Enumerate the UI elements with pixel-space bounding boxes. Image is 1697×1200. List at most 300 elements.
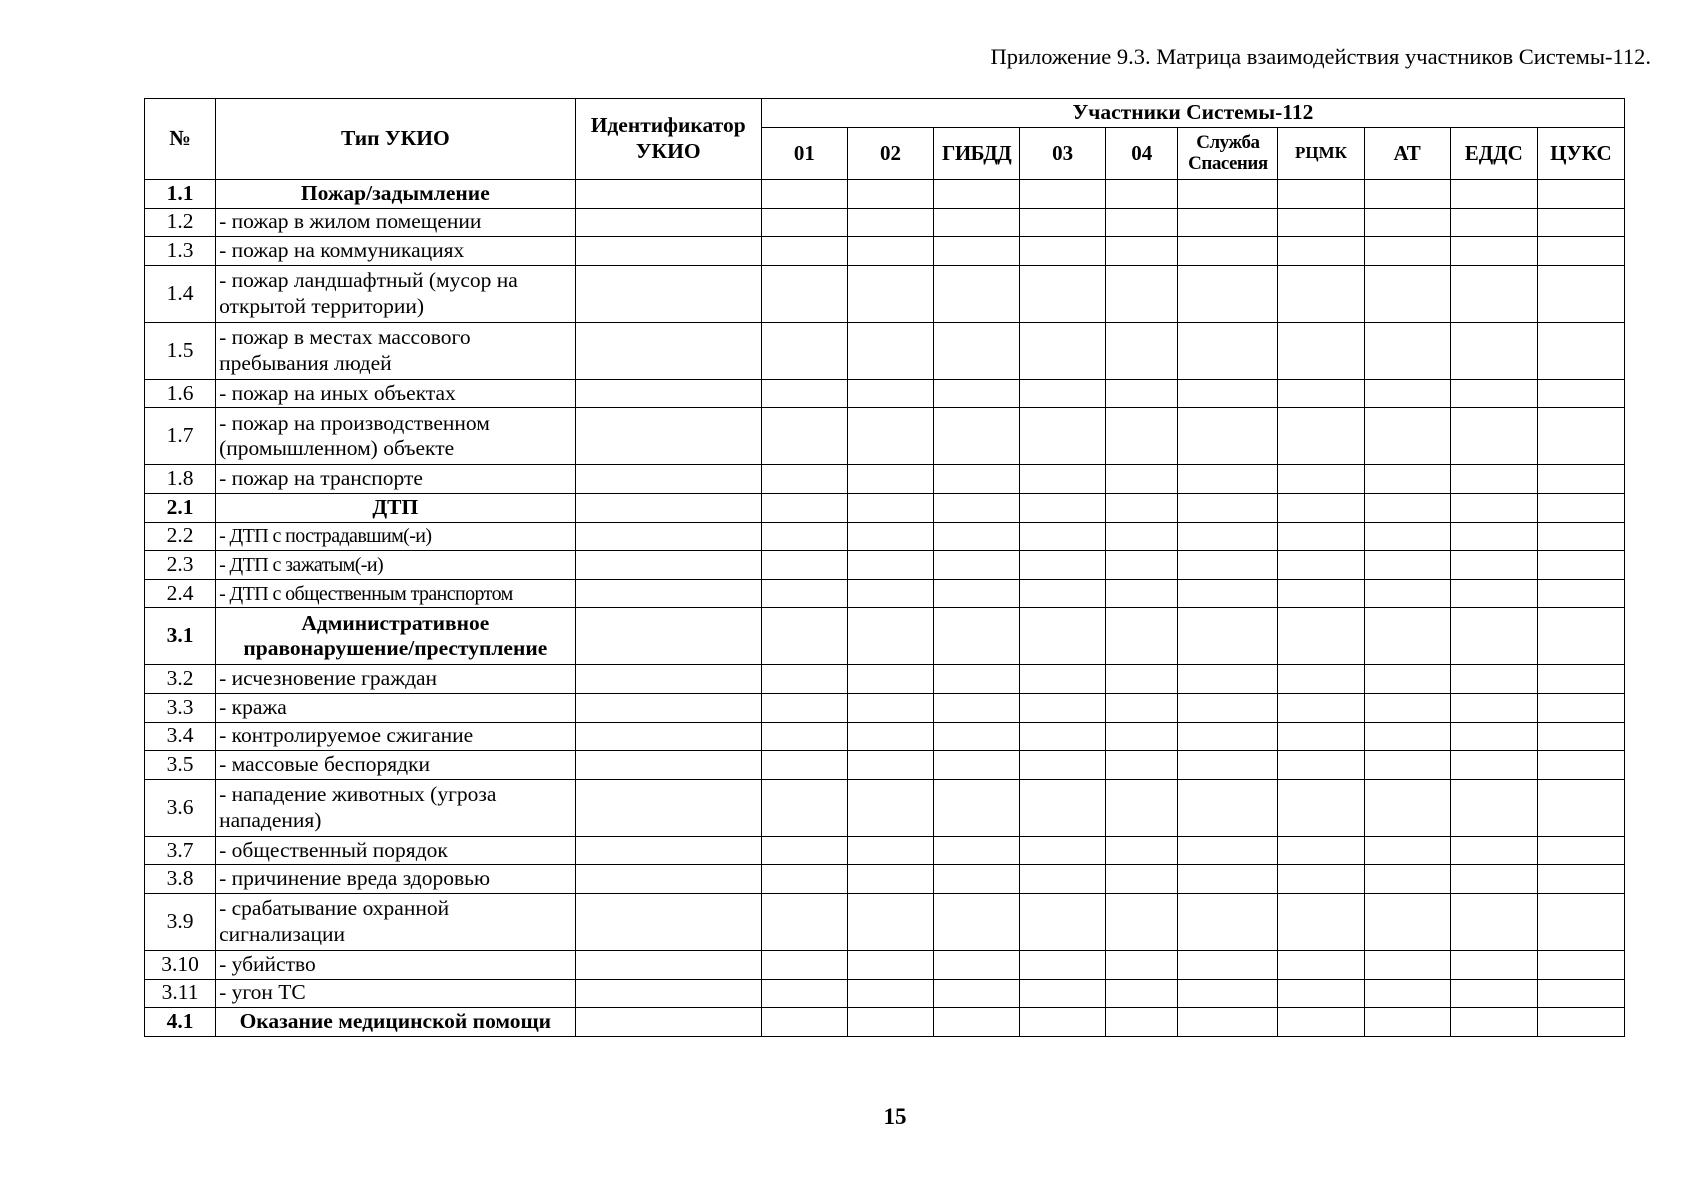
identifier-cell[interactable] (575, 322, 761, 379)
participant-cell[interactable] (1278, 693, 1364, 722)
participant-cell[interactable] (1278, 265, 1364, 322)
participant-cell[interactable] (1106, 465, 1178, 494)
participant-cell[interactable] (1364, 893, 1450, 950)
participant-cell[interactable] (1364, 551, 1450, 580)
participant-cell[interactable] (1450, 836, 1537, 865)
participant-cell[interactable] (1450, 180, 1537, 209)
participant-cell[interactable] (1450, 979, 1537, 1008)
identifier-cell[interactable] (575, 522, 761, 551)
participant-cell[interactable] (1278, 408, 1364, 465)
participant-cell[interactable] (847, 579, 933, 608)
participant-cell[interactable] (1106, 693, 1178, 722)
participant-cell[interactable] (1278, 579, 1364, 608)
participant-cell[interactable] (847, 1008, 933, 1037)
participant-cell[interactable] (1178, 322, 1278, 379)
participant-cell[interactable] (1450, 722, 1537, 751)
identifier-cell[interactable] (575, 865, 761, 894)
participant-cell[interactable] (934, 950, 1020, 979)
participant-cell[interactable] (1178, 779, 1278, 836)
page-number: 15 (883, 1104, 907, 1129)
participant-cell[interactable] (934, 322, 1020, 379)
participant-cell[interactable] (847, 665, 933, 694)
participant-cell[interactable] (1450, 265, 1537, 322)
participant-cell[interactable] (1020, 979, 1106, 1008)
participant-cell[interactable] (1537, 608, 1624, 665)
participant-cell[interactable] (1106, 836, 1178, 865)
participant-cell[interactable] (761, 608, 847, 665)
participant-cell[interactable] (1537, 579, 1624, 608)
participant-cell[interactable] (1106, 1008, 1178, 1037)
participant-cell[interactable] (1278, 522, 1364, 551)
participant-cell[interactable] (934, 579, 1020, 608)
table-row (145, 893, 1625, 950)
identifier-cell[interactable] (575, 693, 761, 722)
participant-cell[interactable] (934, 779, 1020, 836)
participant-cell[interactable] (1278, 379, 1364, 408)
participant-cell[interactable] (1178, 465, 1278, 494)
header-type: Тип УКИО (216, 99, 575, 180)
participant-cell[interactable] (1450, 893, 1537, 950)
matrix-body (145, 180, 1625, 1037)
incident-type: - срабатывание охранной сигнализации (216, 893, 575, 950)
participant-cell[interactable] (1020, 208, 1106, 237)
incident-type: - ДТП с пострадавшим(-и) (216, 522, 575, 551)
participant-cell[interactable] (1450, 865, 1537, 894)
row-number: 1.1 (145, 180, 216, 209)
identifier-cell[interactable] (575, 180, 761, 209)
identifier-cell[interactable] (575, 608, 761, 665)
participant-cell[interactable] (1178, 893, 1278, 950)
participant-cell[interactable] (847, 493, 933, 522)
participant-cell[interactable] (1537, 693, 1624, 722)
participant-cell[interactable] (1537, 751, 1624, 780)
participant-cell[interactable] (761, 208, 847, 237)
participant-cell[interactable] (761, 722, 847, 751)
participant-cell[interactable] (761, 237, 847, 266)
participant-cell[interactable] (847, 237, 933, 266)
participant-cell[interactable] (847, 722, 933, 751)
participant-cell[interactable] (761, 979, 847, 1008)
participant-cell[interactable] (1106, 950, 1178, 979)
participant-cell[interactable] (1278, 322, 1364, 379)
incident-type: - пожар в жилом помещении (216, 208, 575, 237)
participant-cell[interactable] (934, 865, 1020, 894)
table-row (145, 836, 1625, 865)
participant-cell[interactable] (761, 1008, 847, 1037)
participant-cell[interactable] (1537, 493, 1624, 522)
participant-cell[interactable] (1364, 665, 1450, 694)
participant-cell[interactable] (1278, 779, 1364, 836)
participant-cell[interactable] (847, 608, 933, 665)
participant-cell[interactable] (1020, 608, 1106, 665)
participant-cell[interactable] (1364, 237, 1450, 266)
participant-cell[interactable] (1278, 865, 1364, 894)
participant-cell[interactable] (1106, 722, 1178, 751)
participant-cell[interactable] (934, 1008, 1020, 1037)
participant-cell[interactable] (934, 493, 1020, 522)
participant-cell[interactable] (1364, 779, 1450, 836)
participant-cell[interactable] (847, 208, 933, 237)
participant-cell[interactable] (761, 751, 847, 780)
identifier-cell[interactable] (575, 751, 761, 780)
participant-cell[interactable] (1106, 265, 1178, 322)
participant-cell[interactable] (934, 836, 1020, 865)
participant-cell[interactable] (934, 722, 1020, 751)
participant-cell[interactable] (847, 950, 933, 979)
participant-cell[interactable] (1364, 751, 1450, 780)
participant-cell[interactable] (847, 865, 933, 894)
participant-04: 04 (1106, 128, 1178, 180)
participant-cell[interactable] (1278, 836, 1364, 865)
identifier-cell[interactable] (575, 722, 761, 751)
category-title: Административное правонарушение/преступление (216, 608, 575, 665)
participant-cell[interactable] (1364, 579, 1450, 608)
participant-cell[interactable] (1364, 950, 1450, 979)
participant-cell[interactable] (1020, 322, 1106, 379)
participant-cell[interactable] (1278, 950, 1364, 979)
incident-type: - пожар на иных объектах (216, 379, 575, 408)
page-caption: Приложение 9.3. Матрица взаимодействия участников Системы-112. (990, 44, 1651, 69)
participant-cell[interactable] (1278, 493, 1364, 522)
participant-cell[interactable] (847, 836, 933, 865)
table-row (145, 1008, 1625, 1037)
identifier-cell[interactable] (575, 1008, 761, 1037)
participant-cell[interactable] (1020, 665, 1106, 694)
participant-cell[interactable] (1364, 865, 1450, 894)
participant-cell[interactable] (1450, 408, 1537, 465)
row-number: 3.3 (145, 693, 216, 722)
participant-cell[interactable] (1020, 180, 1106, 209)
table-row (145, 322, 1625, 379)
participant-cell[interactable] (934, 522, 1020, 551)
participant-cell[interactable] (1537, 265, 1624, 322)
participant-cell[interactable] (761, 322, 847, 379)
participant-cell[interactable] (1537, 522, 1624, 551)
participant-cell[interactable] (1178, 408, 1278, 465)
participant-cell[interactable] (761, 265, 847, 322)
row-number: 4.1 (145, 1008, 216, 1037)
participant-cell[interactable] (1450, 665, 1537, 694)
participant-cell[interactable] (761, 579, 847, 608)
participant-cell[interactable] (847, 693, 933, 722)
participant-cell[interactable] (934, 208, 1020, 237)
participant-cell[interactable] (1450, 237, 1537, 266)
identifier-cell[interactable] (575, 893, 761, 950)
participant-cell[interactable] (1278, 551, 1364, 580)
participant-cell[interactable] (934, 979, 1020, 1008)
participant-cell[interactable] (847, 551, 933, 580)
participant-cell[interactable] (1364, 408, 1450, 465)
participant-cell[interactable] (1178, 979, 1278, 1008)
participant-cell[interactable] (934, 893, 1020, 950)
participant-cell[interactable] (1106, 865, 1178, 894)
participant-cell[interactable] (1020, 1008, 1106, 1037)
participant-cell[interactable] (761, 836, 847, 865)
participant-cell[interactable] (1020, 408, 1106, 465)
participant-cell[interactable] (1278, 893, 1364, 950)
participant-cell[interactable] (1537, 893, 1624, 950)
participant-cell[interactable] (1020, 751, 1106, 780)
participant-cell[interactable] (761, 779, 847, 836)
participant-cell[interactable] (1364, 608, 1450, 665)
participant-cell[interactable] (1450, 551, 1537, 580)
identifier-cell[interactable] (575, 579, 761, 608)
participant-cell[interactable] (1020, 379, 1106, 408)
participant-cell[interactable] (1178, 722, 1278, 751)
identifier-cell[interactable] (575, 265, 761, 322)
participant-edds: ЕДДС (1450, 128, 1537, 180)
participant-cell[interactable] (1537, 950, 1624, 979)
participant-cell[interactable] (934, 693, 1020, 722)
participant-cell[interactable] (934, 551, 1020, 580)
participant-cell[interactable] (1020, 893, 1106, 950)
identifier-cell[interactable] (575, 665, 761, 694)
participant-cell[interactable] (1450, 322, 1537, 379)
participant-cell[interactable] (761, 551, 847, 580)
participant-cell[interactable] (1178, 265, 1278, 322)
participant-cell[interactable] (1178, 180, 1278, 209)
row-number: 2.3 (145, 551, 216, 580)
participant-cell[interactable] (934, 665, 1020, 694)
participant-cell[interactable] (1364, 522, 1450, 551)
participant-cell[interactable] (1106, 322, 1178, 379)
participant-cell[interactable] (1178, 665, 1278, 694)
participant-cell[interactable] (1178, 865, 1278, 894)
participant-cell[interactable] (1537, 379, 1624, 408)
participant-cell[interactable] (1450, 608, 1537, 665)
participant-cell[interactable] (761, 865, 847, 894)
participant-cell[interactable] (1450, 950, 1537, 979)
participant-cell[interactable] (1020, 865, 1106, 894)
participant-cell[interactable] (1020, 265, 1106, 322)
participant-cell[interactable] (1278, 722, 1364, 751)
participant-cell[interactable] (1537, 551, 1624, 580)
participant-cell[interactable] (1364, 493, 1450, 522)
participant-cell[interactable] (1178, 237, 1278, 266)
participant-cell[interactable] (1364, 979, 1450, 1008)
participant-cell[interactable] (934, 608, 1020, 665)
participant-cell[interactable] (1364, 265, 1450, 322)
participant-cell[interactable] (1020, 522, 1106, 551)
participant-cell[interactable] (847, 180, 933, 209)
participant-cell[interactable] (934, 408, 1020, 465)
participant-cell[interactable] (1537, 180, 1624, 209)
participant-cell[interactable] (1364, 379, 1450, 408)
participant-cell[interactable] (1106, 893, 1178, 950)
identifier-cell[interactable] (575, 979, 761, 1008)
participant-cell[interactable] (1537, 779, 1624, 836)
participant-cell[interactable] (1178, 950, 1278, 979)
participant-cell[interactable] (1537, 465, 1624, 494)
participant-cell[interactable] (1537, 322, 1624, 379)
participant-cell[interactable] (1178, 836, 1278, 865)
participant-cell[interactable] (1106, 408, 1178, 465)
participant-cell[interactable] (1106, 665, 1178, 694)
participant-cell[interactable] (761, 493, 847, 522)
participant-cell[interactable] (934, 237, 1020, 266)
participant-cell[interactable] (847, 779, 933, 836)
participant-cell[interactable] (1537, 979, 1624, 1008)
incident-type: - пожар на производственном (промышленном) объекте (216, 408, 575, 465)
participant-cell[interactable] (934, 751, 1020, 780)
participant-cell[interactable] (1178, 551, 1278, 580)
participant-cell[interactable] (847, 522, 933, 551)
participant-cell[interactable] (1178, 608, 1278, 665)
participant-cell[interactable] (1106, 779, 1178, 836)
participant-01: 01 (761, 128, 847, 180)
identifier-cell[interactable] (575, 408, 761, 465)
participant-cell[interactable] (1278, 237, 1364, 266)
table-row (145, 779, 1625, 836)
identifier-cell[interactable] (575, 836, 761, 865)
participant-cell[interactable] (1537, 722, 1624, 751)
participant-cell[interactable] (1364, 208, 1450, 237)
participant-cell[interactable] (1106, 551, 1178, 580)
participant-cell[interactable] (847, 979, 933, 1008)
participant-cell[interactable] (1364, 1008, 1450, 1037)
participant-cell[interactable] (847, 465, 933, 494)
incident-type: - нападение животных (угроза нападения) (216, 779, 575, 836)
row-number: 1.5 (145, 322, 216, 379)
participant-cell[interactable] (1178, 208, 1278, 237)
participant-cell[interactable] (934, 379, 1020, 408)
participant-cell[interactable] (1020, 237, 1106, 266)
participant-cell[interactable] (1106, 493, 1178, 522)
table-row (145, 950, 1625, 979)
participant-cell[interactable] (1450, 751, 1537, 780)
participant-cell[interactable] (1364, 180, 1450, 209)
participant-cell[interactable] (1178, 1008, 1278, 1037)
participant-cell[interactable] (1278, 208, 1364, 237)
participant-cell[interactable] (761, 465, 847, 494)
participant-cell[interactable] (847, 322, 933, 379)
identifier-cell[interactable] (575, 551, 761, 580)
participant-cell[interactable] (1537, 865, 1624, 894)
participant-cell[interactable] (1364, 722, 1450, 751)
participant-cell[interactable] (1450, 493, 1537, 522)
identifier-cell[interactable] (575, 208, 761, 237)
participant-cell[interactable] (1020, 465, 1106, 494)
participant-cell[interactable] (1278, 665, 1364, 694)
participant-cell[interactable] (1020, 836, 1106, 865)
participant-cell[interactable] (761, 522, 847, 551)
participant-cell[interactable] (761, 408, 847, 465)
participant-cell[interactable] (1450, 779, 1537, 836)
participant-cell[interactable] (1450, 465, 1537, 494)
participant-cell[interactable] (1450, 579, 1537, 608)
participant-cell[interactable] (1537, 665, 1624, 694)
participant-cell[interactable] (934, 465, 1020, 494)
participant-cell[interactable] (1364, 836, 1450, 865)
participant-cell[interactable] (1020, 551, 1106, 580)
participant-cell[interactable] (847, 751, 933, 780)
participant-cell[interactable] (761, 180, 847, 209)
participant-cell[interactable] (1178, 693, 1278, 722)
identifier-cell[interactable] (575, 237, 761, 266)
participant-cell[interactable] (1278, 1008, 1364, 1037)
participant-cell[interactable] (761, 665, 847, 694)
participant-cell[interactable] (1106, 608, 1178, 665)
participant-cell[interactable] (1364, 465, 1450, 494)
identifier-cell[interactable] (575, 493, 761, 522)
participant-cell[interactable] (1278, 751, 1364, 780)
participant-cell[interactable] (1537, 237, 1624, 266)
participant-cell[interactable] (1106, 979, 1178, 1008)
participant-cell[interactable] (1450, 693, 1537, 722)
participant-cell[interactable] (1106, 751, 1178, 780)
table-row (145, 237, 1625, 266)
participant-cell[interactable] (1364, 322, 1450, 379)
participant-cell[interactable] (847, 265, 933, 322)
participant-cell[interactable] (1020, 950, 1106, 979)
participant-cell[interactable] (761, 693, 847, 722)
table-row (145, 579, 1625, 608)
participant-cell[interactable] (1278, 979, 1364, 1008)
participant-cell[interactable] (1178, 379, 1278, 408)
participant-rescue-service: Служба Спасения (1178, 128, 1278, 180)
participant-cell[interactable] (761, 379, 847, 408)
participant-cell[interactable] (1450, 208, 1537, 237)
identifier-cell[interactable] (575, 465, 761, 494)
participant-cell[interactable] (1020, 493, 1106, 522)
participant-cell[interactable] (847, 379, 933, 408)
participant-cell[interactable] (847, 408, 933, 465)
participant-cell[interactable] (1106, 237, 1178, 266)
participant-cell[interactable] (1020, 579, 1106, 608)
participant-cell[interactable] (1106, 379, 1178, 408)
participant-cell[interactable] (761, 893, 847, 950)
participant-cell[interactable] (1020, 722, 1106, 751)
incident-type: - исчезновение граждан (216, 665, 575, 694)
table-row (145, 465, 1625, 494)
participant-cell[interactable] (1278, 180, 1364, 209)
identifier-cell[interactable] (575, 950, 761, 979)
incident-type: - угон ТС (216, 979, 575, 1008)
participant-cell[interactable] (1020, 779, 1106, 836)
incident-type: - массовые беспорядки (216, 751, 575, 780)
participant-cell[interactable] (1537, 1008, 1624, 1037)
participant-cell[interactable] (1450, 379, 1537, 408)
row-number: 3.1 (145, 608, 216, 665)
participant-cell[interactable] (1106, 522, 1178, 551)
participant-cell[interactable] (1020, 693, 1106, 722)
participant-cell[interactable] (1278, 465, 1364, 494)
participant-cell[interactable] (1537, 836, 1624, 865)
participant-cell[interactable] (1106, 180, 1178, 209)
identifier-cell[interactable] (575, 779, 761, 836)
identifier-cell[interactable] (575, 379, 761, 408)
participant-cell[interactable] (1537, 408, 1624, 465)
participant-cell[interactable] (1450, 522, 1537, 551)
incident-type: - общественный порядок (216, 836, 575, 865)
participant-cell[interactable] (934, 265, 1020, 322)
participant-cell[interactable] (1106, 579, 1178, 608)
participant-cell[interactable] (847, 893, 933, 950)
participant-cell[interactable] (761, 950, 847, 979)
participant-cell[interactable] (1178, 493, 1278, 522)
participant-cell[interactable] (1178, 522, 1278, 551)
participant-cell[interactable] (1450, 1008, 1537, 1037)
participant-cell[interactable] (1364, 693, 1450, 722)
participant-cell[interactable] (1278, 608, 1364, 665)
table-row (145, 208, 1625, 237)
participant-cell[interactable] (934, 180, 1020, 209)
participant-cell[interactable] (1178, 579, 1278, 608)
participant-cell[interactable] (1178, 751, 1278, 780)
incident-type: - кража (216, 693, 575, 722)
participant-cell[interactable] (1106, 208, 1178, 237)
participant-cell[interactable] (1537, 208, 1624, 237)
